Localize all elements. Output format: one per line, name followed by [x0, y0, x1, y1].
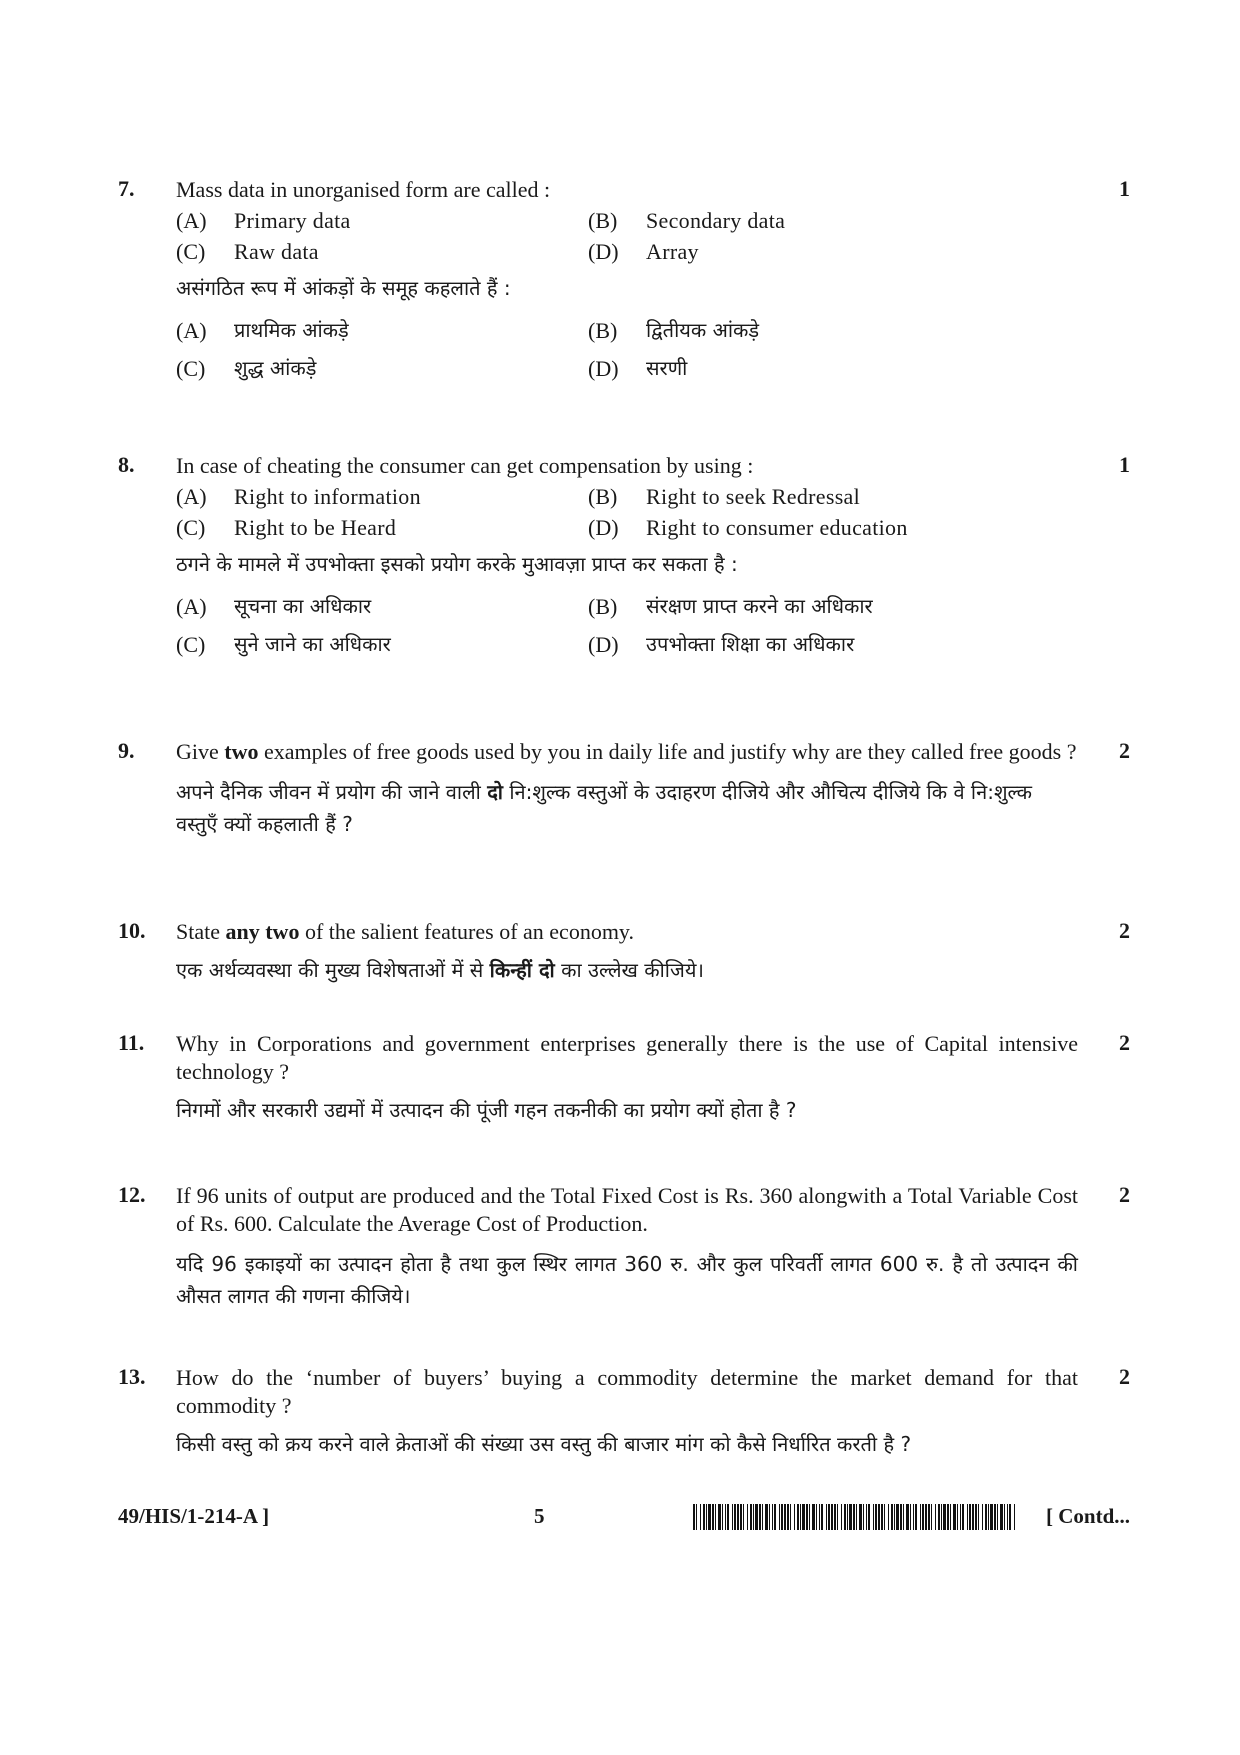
question-7	[118, 176, 1130, 386]
question-body	[176, 176, 1078, 392]
option-label: (D)	[588, 515, 619, 540]
question-10	[118, 918, 1130, 1008]
option-label: (C)	[176, 632, 206, 657]
question-text-english: If 96 units of output are produced and the Total Fixed Cost is Rs. 360 alongwith a Total Variable Cost of Rs. 600. Calculate the Average Cost of Production.	[176, 1183, 1078, 1236]
question-text-english: Why in Corporations and government enterprises generally there is the use of Capital intensive technology ?	[176, 1031, 1078, 1084]
question-body	[176, 918, 1078, 986]
option-label: (A)	[176, 594, 207, 619]
question-number: 12.	[118, 1182, 146, 1207]
option-label: (D)	[588, 239, 619, 264]
option-label: (C)	[176, 356, 206, 381]
question-marks: 2	[1119, 1182, 1130, 1207]
question-12	[118, 1182, 1130, 1322]
text-segment: examples of free goods used by you in daily life and justify why are they called free goods ?	[258, 739, 1077, 764]
emphasis: दो	[487, 780, 503, 804]
option-label: (D)	[588, 632, 619, 657]
question-text-english: In case of cheating the consumer can get compensation by using :	[176, 453, 754, 478]
text-segment: Give	[176, 739, 225, 764]
question-number: 11.	[118, 1030, 145, 1055]
option-text: Primary data	[234, 208, 351, 233]
question-number: 7.	[118, 176, 135, 201]
option-text: सूचना का अधिकार	[234, 594, 372, 618]
option-text: Raw data	[234, 239, 319, 264]
question-text-hindi: ठगने के मामले में उपभोक्ता इसको प्रयोग करके मुआवज़ा प्राप्त कर सकता है :	[176, 552, 738, 576]
question-number: 8.	[118, 452, 135, 477]
option-label: (B)	[588, 318, 618, 343]
question-body	[176, 1182, 1078, 1312]
question-9	[118, 738, 1130, 868]
option-text: द्वितीयक आंकड़े	[646, 318, 760, 342]
option-text: शुद्ध आंकड़े	[234, 356, 317, 380]
options-hindi	[176, 588, 1078, 668]
question-text-hindi: निगमों और सरकारी उद्यमों में उत्पादन की पूंजी गहन तकनीकी का प्रयोग क्यों होता है ?	[176, 1098, 797, 1122]
question-text-english: How do the ‘number of buyers’ buying a commodity determine the market demand for that commodity ?	[176, 1365, 1078, 1418]
page-footer	[118, 1504, 1130, 1544]
option-text: सुने जाने का अधिकार	[234, 632, 391, 656]
option-text: उपभोक्ता शिक्षा का अधिकार	[646, 632, 855, 656]
question-13	[118, 1364, 1130, 1474]
option-label: (A)	[176, 208, 207, 233]
question-text-english: Mass data in unorganised form are called :	[176, 177, 551, 202]
text-segment: of the salient features of an economy.	[299, 919, 635, 944]
question-text-hindi	[176, 776, 1078, 840]
question-body	[176, 738, 1078, 840]
question-number: 13.	[118, 1364, 146, 1389]
question-text-hindi: किसी वस्तु को क्रय करने वाले क्रेताओं की संख्या उस वस्तु की बाजार मांग को कैसे निर्धारित करती है ?	[176, 1432, 912, 1456]
emphasis: two	[224, 739, 259, 764]
text-segment: State	[176, 919, 226, 944]
option-text: संरक्षण प्राप्त करने का अधिकार	[646, 594, 873, 618]
question-marks: 2	[1119, 738, 1130, 763]
emphasis: किन्हीं दो	[489, 958, 555, 982]
question-marks: 2	[1119, 1364, 1130, 1389]
question-text-hindi: यदि 96 इकाइयों का उत्पादन होता है तथा कुल स्थिर लागत 360 रु. और कुल परिवर्ती लागत 600 रु. है तो उत्पादन की औसत लागत की गणना कीजिये।	[176, 1252, 1078, 1308]
option-text: सरणी	[646, 356, 688, 380]
paper-code: 49/HIS/1-214-A ]	[118, 1504, 270, 1528]
options-english	[176, 208, 1078, 270]
text-segment: का उल्लेख कीजिये।	[554, 958, 705, 982]
question-marks: 2	[1119, 1030, 1130, 1055]
continued-label: [ Contd...	[1045, 1504, 1130, 1528]
question-body	[176, 1364, 1078, 1460]
question-marks: 1	[1119, 176, 1130, 201]
question-11	[118, 1030, 1130, 1140]
question-text-english	[176, 918, 1078, 946]
question-marks: 2	[1119, 918, 1130, 943]
option-label: (A)	[176, 484, 207, 509]
text-segment: अपने दैनिक जीवन में प्रयोग की जाने वाली	[176, 780, 488, 804]
option-text: Right to information	[234, 484, 421, 509]
option-text: Secondary data	[646, 208, 786, 233]
question-body	[176, 1030, 1078, 1126]
text-segment: एक अर्थव्यवस्था की मुख्य विशेषताओं में से	[176, 958, 490, 982]
question-marks: 1	[1119, 452, 1130, 477]
option-text: Right to consumer education	[646, 515, 908, 540]
option-label: (D)	[588, 356, 619, 381]
question-text-hindi	[176, 954, 1078, 986]
question-text-hindi: असंगठित रूप में आंकड़ों के समूह कहलाते हैं :	[176, 276, 511, 300]
option-text: प्राथमिक आंकड़े	[234, 318, 349, 342]
option-label: (B)	[588, 208, 618, 233]
question-number: 9.	[118, 738, 135, 763]
option-label: (A)	[176, 318, 207, 343]
option-label: (B)	[588, 594, 618, 619]
text-segment: नि:शुल्क वस्तुओं के उदाहरण दीजिये और औचित्य दीजिये कि वे नि:शुल्क वस्तुएँ क्यों कहलाती हैं ?	[176, 780, 1032, 836]
barcode-icon	[693, 1504, 1015, 1530]
option-text: Array	[646, 239, 699, 264]
question-8	[118, 452, 1130, 662]
option-text: Right to seek Redressal	[646, 484, 861, 509]
question-body	[176, 452, 1078, 668]
option-text: Right to be Heard	[234, 515, 397, 540]
question-text-english	[176, 738, 1078, 766]
page-number: 5	[534, 1504, 545, 1528]
emphasis: any two	[225, 919, 300, 944]
options-hindi	[176, 312, 1078, 392]
option-label: (C)	[176, 515, 206, 540]
option-label: (B)	[588, 484, 618, 509]
question-number: 10.	[118, 918, 146, 943]
option-label: (C)	[176, 239, 206, 264]
options-english	[176, 484, 1078, 546]
